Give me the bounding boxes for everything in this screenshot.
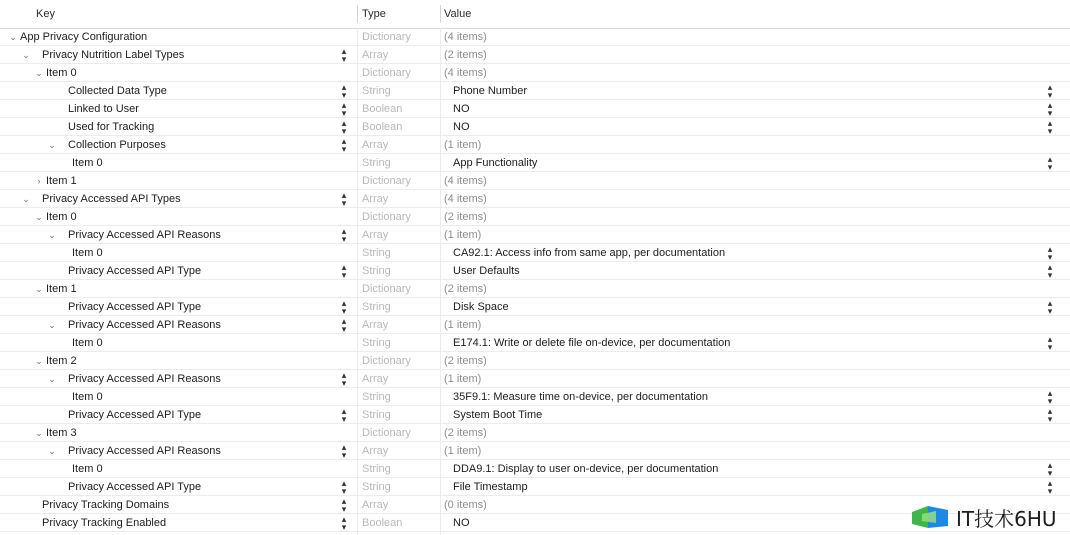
row-type[interactable]: String	[362, 391, 391, 403]
plist-row[interactable]	[0, 352, 1070, 370]
key-popup-stepper-icon[interactable]: ▴ ▾	[341, 298, 347, 316]
row-value: (2 items)	[444, 211, 487, 223]
key-column-header[interactable]: Key	[36, 8, 55, 20]
row-type[interactable]: Array	[362, 499, 389, 511]
row-key[interactable]: Item 0	[72, 247, 103, 259]
row-value[interactable]: System Boot Time	[453, 409, 543, 421]
row-value[interactable]: 35F9.1: Measure time on-device, per documentation	[453, 391, 708, 403]
row-key[interactable]: Item 3	[46, 427, 77, 439]
plist-row[interactable]	[0, 208, 1070, 226]
key-popup-stepper-icon[interactable]: ▴ ▾	[341, 316, 347, 334]
row-type[interactable]: Array	[362, 49, 389, 61]
key-popup-stepper-icon[interactable]: ▴ ▾	[341, 406, 347, 424]
plist-row[interactable]	[0, 442, 1070, 460]
plist-row[interactable]	[0, 172, 1070, 190]
row-type[interactable]: String	[362, 247, 391, 259]
row-type[interactable]: String	[362, 337, 391, 349]
row-key[interactable]: Privacy Accessed API Reasons	[68, 373, 221, 385]
row-value: (4 items)	[444, 193, 487, 205]
row-value[interactable]: User Defaults	[453, 265, 520, 277]
column-divider[interactable]	[357, 5, 358, 23]
row-key[interactable]: Privacy Accessed API Reasons	[68, 445, 221, 457]
row-type[interactable]: String	[362, 481, 391, 493]
row-value: (2 items)	[444, 355, 487, 367]
disclosure-open-icon[interactable]: ⌄	[35, 284, 43, 294]
row-key[interactable]: Privacy Accessed API Type	[68, 481, 202, 493]
row-type[interactable]: Dictionary	[362, 175, 411, 187]
plist-outline	[0, 28, 1070, 532]
row-value[interactable]: Disk Space	[453, 301, 509, 313]
row-value: (1 item)	[444, 139, 482, 151]
row-value[interactable]: NO	[453, 121, 470, 133]
plist-row[interactable]	[0, 82, 1070, 100]
plist-row[interactable]	[0, 388, 1070, 406]
value-popup-stepper-icon[interactable]: ▴ ▾	[1047, 298, 1053, 316]
column-divider[interactable]	[440, 5, 441, 23]
row-value: (0 items)	[444, 499, 487, 511]
row-key[interactable]: Item 0	[72, 391, 103, 403]
row-value: (4 items)	[444, 67, 487, 79]
plist-row[interactable]	[0, 46, 1070, 64]
key-popup-stepper-icon[interactable]: ▴ ▾	[341, 262, 347, 280]
row-type[interactable]: Array	[362, 319, 389, 331]
disclosure-open-icon[interactable]: ⌄	[9, 32, 17, 42]
watermark	[904, 498, 1070, 535]
row-type[interactable]: Array	[362, 139, 389, 151]
disclosure-open-icon[interactable]: ⌄	[35, 356, 43, 366]
row-key[interactable]: Privacy Tracking Enabled	[42, 517, 167, 529]
disclosure-open-icon[interactable]: ⌄	[48, 230, 56, 240]
row-key[interactable]: Item 1	[46, 175, 77, 187]
row-type[interactable]: Dictionary	[362, 31, 411, 43]
row-key[interactable]: Privacy Accessed API Reasons	[68, 319, 221, 331]
plist-row[interactable]	[0, 424, 1070, 442]
row-type[interactable]: Boolean	[362, 517, 403, 529]
key-popup-stepper-icon[interactable]: ▴ ▾	[341, 442, 347, 460]
value-column-header[interactable]: Value	[444, 8, 472, 20]
plist-row[interactable]	[0, 298, 1070, 316]
plist-row[interactable]	[0, 478, 1070, 496]
row-value: (2 items)	[444, 49, 487, 61]
row-type[interactable]: Dictionary	[362, 211, 411, 223]
row-key[interactable]: Linked to User	[68, 103, 139, 115]
watermark-text: IT技术6HU	[956, 507, 1057, 531]
plist-row[interactable]	[0, 226, 1070, 244]
row-key[interactable]: Item 1	[46, 283, 77, 295]
row-key[interactable]: Item 0	[72, 337, 103, 349]
disclosure-open-icon[interactable]: ⌄	[22, 50, 30, 60]
row-type[interactable]: Dictionary	[362, 355, 411, 367]
row-key[interactable]: Privacy Nutrition Label Types	[42, 49, 185, 61]
disclosure-open-icon[interactable]: ⌄	[35, 68, 43, 78]
row-value: (4 items)	[444, 175, 487, 187]
row-type[interactable]: String	[362, 85, 391, 97]
row-key[interactable]: Item 2	[46, 355, 77, 367]
plist-row[interactable]	[0, 28, 1070, 46]
row-key[interactable]: App Privacy Configuration	[20, 31, 148, 43]
plist-row[interactable]	[0, 406, 1070, 424]
row-type[interactable]: String	[362, 463, 391, 475]
row-value[interactable]: File Timestamp	[453, 481, 528, 493]
row-type[interactable]: String	[362, 409, 391, 421]
row-type[interactable]: String	[362, 265, 391, 277]
plist-row[interactable]	[0, 460, 1070, 478]
row-key[interactable]: Collected Data Type	[68, 85, 167, 97]
row-type[interactable]: Dictionary	[362, 283, 411, 295]
row-type[interactable]: Array	[362, 229, 389, 241]
row-key[interactable]: Used for Tracking	[68, 121, 155, 133]
row-type[interactable]: String	[362, 157, 391, 169]
row-type[interactable]: Array	[362, 193, 389, 205]
key-popup-stepper-icon[interactable]: ▴ ▾	[341, 190, 347, 208]
plist-row[interactable]	[0, 370, 1070, 388]
row-value: (4 items)	[444, 31, 487, 43]
disclosure-open-icon[interactable]: ⌄	[22, 194, 30, 204]
value-popup-stepper-icon[interactable]: ▴ ▾	[1047, 334, 1053, 352]
value-popup-stepper-icon[interactable]: ▴ ▾	[1047, 406, 1053, 424]
row-key[interactable]: Item 0	[72, 157, 103, 169]
value-popup-stepper-icon[interactable]: ▴ ▾	[1047, 478, 1053, 496]
row-type[interactable]: Dictionary	[362, 427, 411, 439]
plist-row[interactable]	[0, 136, 1070, 154]
row-value[interactable]: NO	[453, 517, 470, 529]
column-header-bar	[0, 0, 1070, 29]
value-popup-stepper-icon[interactable]: ▴ ▾	[1047, 460, 1053, 478]
row-value: (1 item)	[444, 373, 482, 385]
plist-row[interactable]	[0, 316, 1070, 334]
row-value: (2 items)	[444, 283, 487, 295]
value-popup-stepper-icon[interactable]: ▴ ▾	[1047, 262, 1053, 280]
row-type[interactable]: Boolean	[362, 121, 403, 133]
plist-row[interactable]	[0, 118, 1070, 136]
row-type[interactable]: Boolean	[362, 103, 403, 115]
key-popup-stepper-icon[interactable]: ▴ ▾	[341, 118, 347, 136]
row-value[interactable]: App Functionality	[453, 157, 538, 169]
key-popup-stepper-icon[interactable]: ▴ ▾	[341, 100, 347, 118]
row-key[interactable]: Item 0	[46, 211, 77, 223]
plist-row[interactable]	[0, 154, 1070, 172]
key-popup-stepper-icon[interactable]: ▴ ▾	[341, 226, 347, 244]
plist-row[interactable]	[0, 100, 1070, 118]
key-popup-stepper-icon[interactable]: ▴ ▾	[341, 46, 347, 64]
value-popup-stepper-icon[interactable]: ▴ ▾	[1047, 118, 1053, 136]
row-key[interactable]: Privacy Accessed API Reasons	[68, 229, 221, 241]
row-value[interactable]: NO	[453, 103, 470, 115]
key-popup-stepper-icon[interactable]: ▴ ▾	[341, 370, 347, 388]
row-value: (1 item)	[444, 229, 482, 241]
type-column-header[interactable]: Type	[362, 8, 386, 20]
row-value: (2 items)	[444, 427, 487, 439]
row-key[interactable]: Item 0	[46, 67, 77, 79]
disclosure-open-icon[interactable]: ⌄	[48, 446, 56, 456]
row-key[interactable]: Privacy Accessed API Type	[68, 265, 202, 277]
row-value[interactable]: Phone Number	[453, 85, 527, 97]
value-popup-stepper-icon[interactable]: ▴ ▾	[1047, 100, 1053, 118]
row-type[interactable]: Dictionary	[362, 67, 411, 79]
row-type[interactable]: Array	[362, 373, 389, 385]
key-popup-stepper-icon[interactable]: ▴ ▾	[341, 514, 347, 532]
disclosure-open-icon[interactable]: ⌄	[48, 374, 56, 384]
row-key[interactable]: Collection Purposes	[68, 139, 166, 151]
value-popup-stepper-icon[interactable]: ▴ ▾	[1047, 82, 1053, 100]
disclosure-open-icon[interactable]: ⌄	[48, 320, 56, 330]
row-type[interactable]: Array	[362, 445, 389, 457]
brand-logo-icon	[908, 504, 952, 530]
row-key[interactable]: Privacy Tracking Domains	[42, 499, 170, 511]
plist-row[interactable]	[0, 64, 1070, 82]
row-value: (1 item)	[444, 445, 482, 457]
key-popup-stepper-icon[interactable]: ▴ ▾	[341, 82, 347, 100]
row-value[interactable]: DDA9.1: Display to user on-device, per documentation	[453, 463, 719, 475]
key-popup-stepper-icon[interactable]: ▴ ▾	[341, 136, 347, 154]
disclosure-open-icon[interactable]: ⌄	[35, 428, 43, 438]
key-popup-stepper-icon[interactable]: ▴ ▾	[341, 496, 347, 514]
row-value[interactable]: CA92.1: Access info from same app, per documentation	[453, 247, 726, 259]
disclosure-closed-icon[interactable]: ›	[37, 176, 41, 186]
value-popup-stepper-icon[interactable]: ▴ ▾	[1047, 154, 1053, 172]
plist-row[interactable]	[0, 334, 1070, 352]
value-popup-stepper-icon[interactable]: ▴ ▾	[1047, 388, 1053, 406]
plist-row[interactable]	[0, 262, 1070, 280]
row-type[interactable]: String	[362, 301, 391, 313]
disclosure-open-icon[interactable]: ⌄	[48, 140, 56, 150]
row-value[interactable]: E174.1: Write or delete file on-device, per documentation	[453, 337, 731, 349]
value-popup-stepper-icon[interactable]: ▴ ▾	[1047, 244, 1053, 262]
row-key[interactable]: Privacy Accessed API Type	[68, 301, 202, 313]
plist-row[interactable]	[0, 244, 1070, 262]
row-value: (1 item)	[444, 319, 482, 331]
row-key[interactable]: Item 0	[72, 463, 103, 475]
row-key[interactable]: Privacy Accessed API Type	[68, 409, 202, 421]
plist-row[interactable]	[0, 280, 1070, 298]
key-popup-stepper-icon[interactable]: ▴ ▾	[341, 478, 347, 496]
row-key[interactable]: Privacy Accessed API Types	[42, 193, 181, 205]
plist-row[interactable]	[0, 190, 1070, 208]
disclosure-open-icon[interactable]: ⌄	[35, 212, 43, 222]
